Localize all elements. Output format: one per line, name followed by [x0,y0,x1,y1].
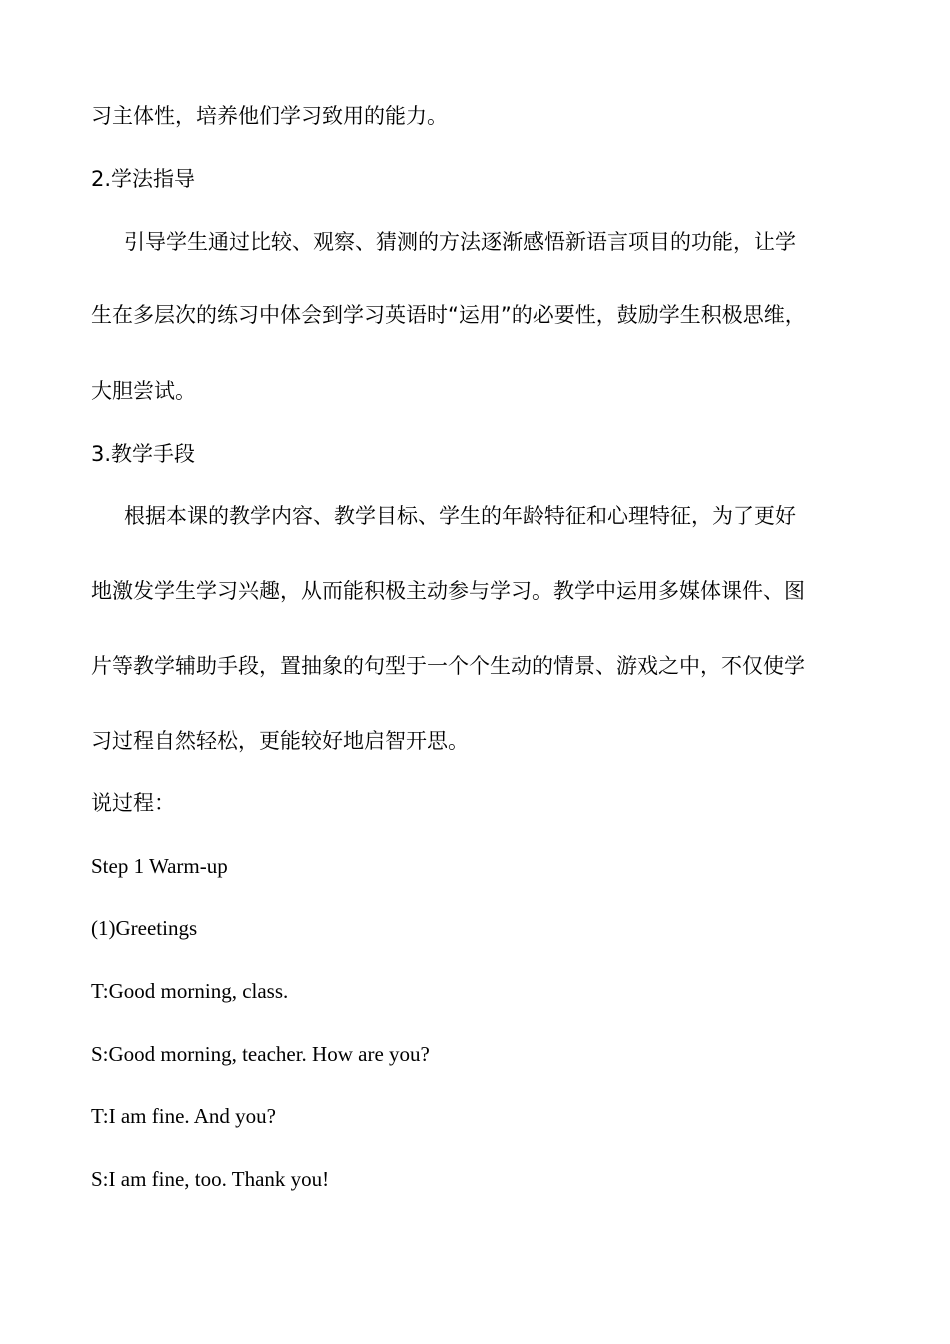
section-heading-process: 说过程： [91,791,175,815]
dialogue-line-student: S:Good morning, teacher. How are you? [91,1042,430,1066]
dialogue-line-student: S:I am fine, too. Thank you! [91,1167,330,1191]
dialogue-line-teacher: T:I am fine. And you? [91,1104,276,1128]
paragraph-line: 片等教学辅助手段，置抽象的句型于一个个生动的情景、游戏之中，不仅使学 [91,654,805,678]
paragraph-line: 大胆尝试。 [91,379,196,403]
paragraph-line: 根据本课的教学内容、教学目标、学生的年龄特征和心理特征，为了更好 [124,504,796,528]
step-heading: Step 1 Warm-up [91,854,228,878]
paragraph-line: 引导学生通过比较、观察、猜测的方法逐渐感悟新语言项目的功能，让学 [124,230,796,254]
paragraph-line: 习主体性，培养他们学习致用的能力。 [91,104,448,128]
section-heading-teaching-means: 3.教学手段 [91,442,196,466]
paragraph-line: 生在多层次的练习中体会到学习英语时“运用”的必要性，鼓励学生积极思维， [91,303,806,327]
section-heading-study-method: 2.学法指导 [91,167,196,191]
paragraph-line: 习过程自然轻松，更能较好地启智开思。 [91,729,469,753]
sub-step-heading: (1)Greetings [91,916,198,940]
dialogue-line-teacher: T:Good morning, class. [91,979,289,1003]
paragraph-line: 地激发学生学习兴趣，从而能积极主动参与学习。教学中运用多媒体课件、图 [91,579,805,603]
